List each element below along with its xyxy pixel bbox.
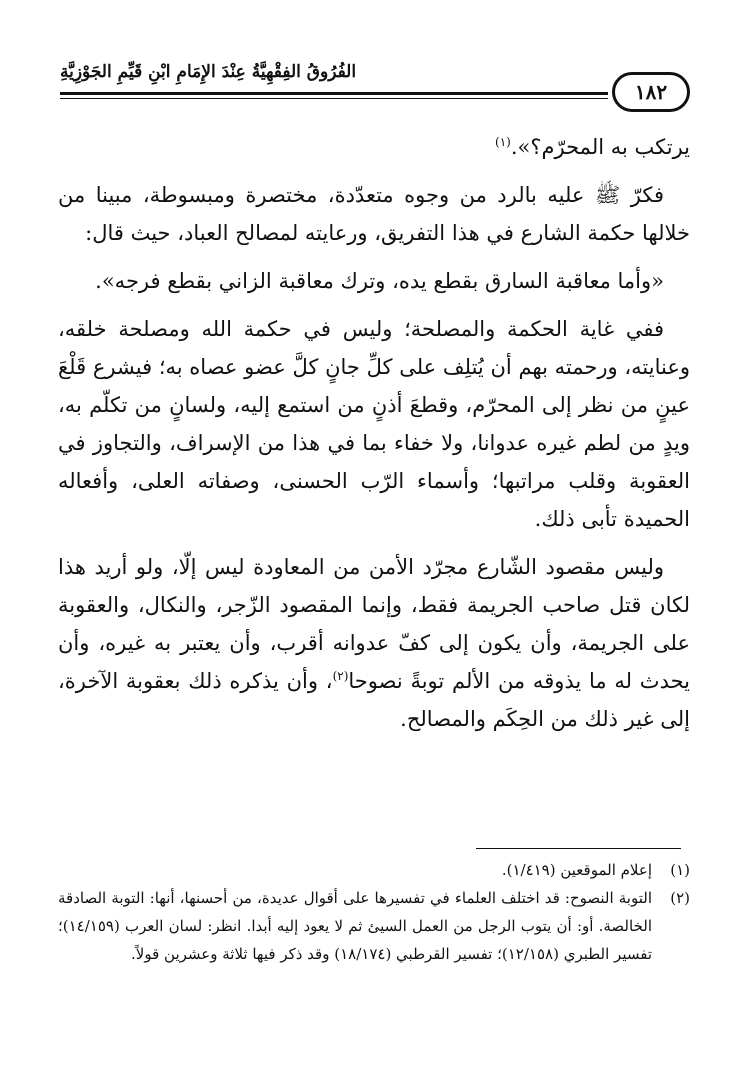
- page-number-badge: [612, 72, 690, 112]
- paragraph-4: ففي غاية الحكمة والمصلحة؛ وليس في حكمة الله ومصلحة خلقه، وعنايته، ورحمته بهم أن يُتلِف على كلِّ جانٍ كلَّ عضو عصاه به؛ فيشرع قَلْعَ عينٍ من نظر إلى المحرّم، وقطعَ أذنٍ من استمع إليه، ولسانٍ من تكلّم به، ويدٍ من لطم غيره عدوانا، ولا خفاء بما في هذا من الإسراف، والتجاوز في العقوبة وقلب مراتبها؛ وأسماء الرّب الحسنى، وصفاته العلى، وأفعاله الحميدة تأبى ذلك.: [58, 317, 690, 531]
- page-number: ١٨٢: [634, 80, 668, 104]
- paragraph-2: فكرّ ﷺ عليه بالرد من وجوه متعدّدة، مختصرة ومبسوطة، مبينا من خلالها حكمة الشارع في هذا التفريق، ورعايته لمصالح العباد، حيث قال:: [58, 183, 690, 245]
- footnote-ref-2: (٢): [332, 669, 349, 683]
- footnote-1: [58, 856, 690, 884]
- footnote-2-text: التوبة النصوح: قد اختلف العلماء في تفسيرها على أقوال عديدة، من أحسنها، أنها: التوبة الصادقة الخالصة. أو: أن يتوب الرجل من العمل السيئ ثم لا يعود إليه أبدا. انظر: لسان العرب (١٤/١٥٩)؛ تفسير الطبري (١٢/١٥٨)؛ تفسير القرطبي (١٨/١٧٤) وقد ذكر فيها ثلاثة وعشرين قولاً.: [58, 889, 652, 963]
- header-rule: [60, 92, 608, 102]
- paragraph-3-quote: «وأما معاقبة السارق بقطع يده، وترك معاقبة الزاني بقطع فرجه».: [95, 269, 664, 293]
- paragraph-5-text-b: ، وأن يذكره ذلك بعقوبة الآخرة، إلى غير ذلك من الحِكَم والمصالح.: [58, 669, 690, 731]
- footnote-1-number: (١): [670, 861, 690, 879]
- running-header: [60, 60, 690, 122]
- footnote-1-text: إعلام الموقعين (١/٤١٩).: [501, 861, 652, 879]
- paragraph-1: [58, 128, 690, 166]
- footnote-ref-1: (١): [495, 135, 511, 149]
- paragraph-5: [58, 548, 690, 738]
- paragraph-5-text-a: وليس مقصود الشّارع مجرّد الأمن من المعاودة ليس إلّا، ولو أريد هذا لكان قتل صاحب الجريمة فقط، وإنما المقصود الزّجر، والنكال، والعقوبة على الجريمة، وأن يكون إلى كفّ عدوانه أقرب، وأن يعتبر به غيره، وأن يحدث له ما يذوقه من الألم توبةً نصوحا: [58, 555, 691, 693]
- paragraph-1-text: يرتكب به المحرّم؟».: [510, 135, 690, 159]
- footnote-2-number: (٢): [670, 889, 690, 907]
- footnotes: [58, 856, 690, 968]
- footnote-separator: [476, 848, 681, 849]
- book-title: الفُرُوقُ الفِقْهِيَّةُ عِنْدَ الإِمَامِ ابْنِ قَيِّمِ الجَوْزِيَّةِ: [60, 62, 357, 82]
- header-rule-thin: [60, 98, 608, 99]
- header-rule-thick: [60, 92, 608, 95]
- footnote-2: [58, 884, 690, 968]
- main-text: [58, 128, 690, 748]
